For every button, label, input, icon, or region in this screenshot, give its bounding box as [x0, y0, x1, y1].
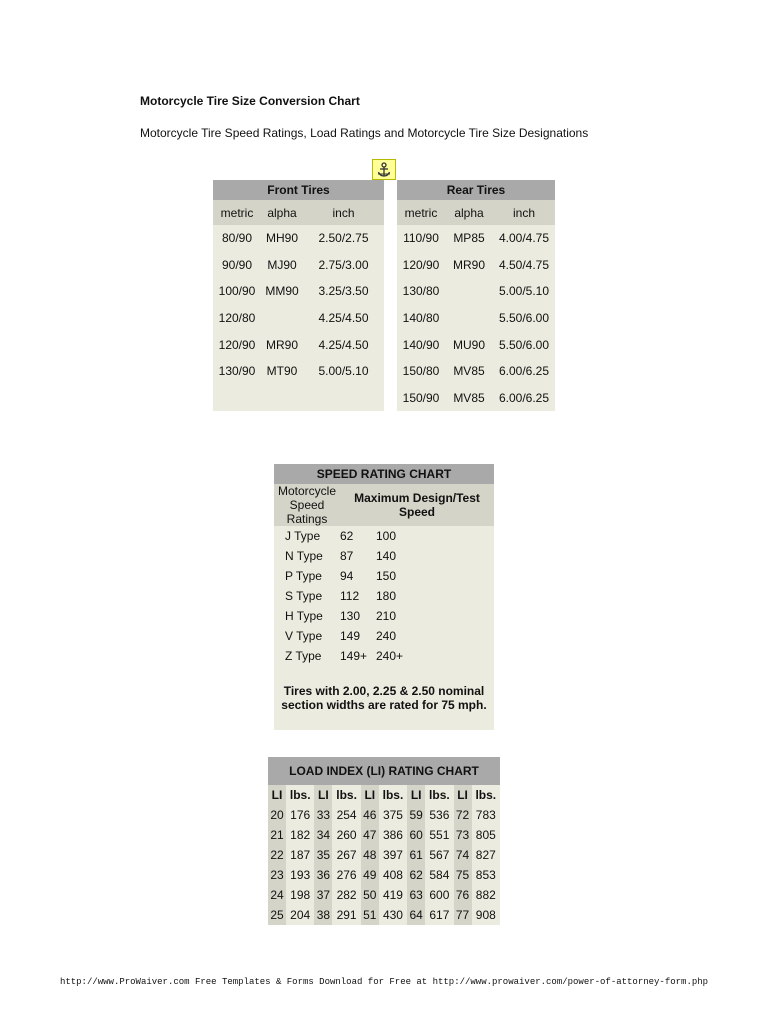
- table-row: [397, 252, 555, 279]
- table-row: [213, 358, 384, 385]
- load-header: LI: [361, 785, 379, 805]
- load-cell: 584: [425, 865, 453, 885]
- speed-mph: 149: [340, 626, 376, 646]
- load-cell: 63: [407, 885, 425, 905]
- load-cell: 419: [379, 885, 407, 905]
- table-cell: MR90: [261, 331, 303, 358]
- table-cell: 120/90: [213, 331, 261, 358]
- load-cell: 193: [286, 865, 314, 885]
- rear-tires-title: Rear Tires: [397, 180, 555, 200]
- load-header: lbs.: [286, 785, 314, 805]
- load-cell: 64: [407, 905, 425, 925]
- load-cell: 567: [425, 845, 453, 865]
- load-cell: 35: [314, 845, 332, 865]
- page-title: Motorcycle Tire Size Conversion Chart: [140, 94, 360, 108]
- table-cell: 90/90: [213, 252, 261, 279]
- load-cell: 76: [454, 885, 472, 905]
- table-cell: 120/90: [397, 252, 445, 279]
- speed-type: V Type: [274, 626, 340, 646]
- table-row: [397, 331, 555, 358]
- rear-header-inch: inch: [512, 205, 535, 220]
- load-row: [268, 865, 500, 885]
- table-cell: 80/90: [213, 225, 261, 252]
- load-header: lbs.: [332, 785, 360, 805]
- load-cell: 386: [379, 825, 407, 845]
- page-subtitle: Motorcycle Tire Speed Ratings, Load Ratings and Motorcycle Tire Size Designations: [140, 126, 589, 140]
- load-cell: 61: [407, 845, 425, 865]
- load-cell: 267: [332, 845, 360, 865]
- table-cell: 5.00/5.10: [303, 358, 384, 385]
- speed-kmh: 240: [376, 626, 494, 646]
- load-cell: 291: [332, 905, 360, 925]
- rear-tires-table: [397, 180, 555, 411]
- load-cell: 47: [361, 825, 379, 845]
- table-cell: 130/80: [397, 278, 445, 305]
- speed-side-label: Motorcycle Speed Ratings: [274, 484, 340, 526]
- load-cell: 36: [314, 865, 332, 885]
- load-cell: 600: [425, 885, 453, 905]
- load-cell: 375: [379, 805, 407, 825]
- speed-note: Tires with 2.00, 2.25 & 2.50 nominal section widths are rated for 75 mph.: [274, 666, 494, 730]
- table-cell: [445, 278, 493, 305]
- table-cell: 120/80: [213, 305, 261, 332]
- speed-mph: 87: [340, 546, 376, 566]
- speed-kmh: 210: [376, 606, 494, 626]
- load-cell: 430: [379, 905, 407, 925]
- table-cell: 140/90: [397, 331, 445, 358]
- load-cell: 62: [407, 865, 425, 885]
- load-cell: 60: [407, 825, 425, 845]
- load-row: [268, 825, 500, 845]
- load-header-row: [268, 785, 500, 805]
- load-cell: 783: [472, 805, 500, 825]
- load-index-table: [268, 757, 500, 925]
- table-row: [213, 385, 384, 412]
- table-cell: 130/90: [213, 358, 261, 385]
- table-cell: 3.25/3.50: [303, 278, 384, 305]
- load-cell: 37: [314, 885, 332, 905]
- load-cell: 48: [361, 845, 379, 865]
- load-header: LI: [314, 785, 332, 805]
- load-cell: 254: [332, 805, 360, 825]
- table-row: [213, 305, 384, 332]
- front-tires-title: Front Tires: [213, 180, 384, 200]
- speed-mph: 94: [340, 566, 376, 586]
- table-cell: 5.50/6.00: [493, 331, 555, 358]
- speed-type: Z Type: [274, 646, 340, 666]
- speed-type: S Type: [274, 586, 340, 606]
- page-footer: http://www.ProWaiver.com Free Templates & Forms Download for Free at http://www.prowaiver.com/power-of-attorney-form.php: [59, 977, 709, 987]
- speed-row: [274, 586, 494, 606]
- table-cell: 4.50/4.75: [493, 252, 555, 279]
- table-cell: 140/80: [397, 305, 445, 332]
- load-cell: 617: [425, 905, 453, 925]
- load-cell: 176: [286, 805, 314, 825]
- load-cell: 49: [361, 865, 379, 885]
- table-cell: MJ90: [261, 252, 303, 279]
- load-cell: 204: [286, 905, 314, 925]
- load-cell: 33: [314, 805, 332, 825]
- table-row: [213, 252, 384, 279]
- speed-max-header: Maximum Design/Test Speed: [340, 484, 494, 526]
- table-row: [213, 278, 384, 305]
- table-row: [397, 358, 555, 385]
- table-cell: MP85: [445, 225, 493, 252]
- speed-kmh: 240+: [376, 646, 494, 666]
- speed-type: N Type: [274, 546, 340, 566]
- front-tires-table: [213, 180, 384, 411]
- speed-mph: 112: [340, 586, 376, 606]
- table-cell: 2.75/3.00: [303, 252, 384, 279]
- speed-row: [274, 646, 494, 666]
- table-cell: 110/90: [397, 225, 445, 252]
- speed-kmh: 150: [376, 566, 494, 586]
- load-row: [268, 885, 500, 905]
- table-cell: [445, 305, 493, 332]
- table-cell: 5.50/6.00: [493, 305, 555, 332]
- front-header-alpha: alpha: [267, 205, 297, 220]
- speed-row: [274, 626, 494, 646]
- table-row: [213, 225, 384, 252]
- speed-mph: 130: [340, 606, 376, 626]
- table-cell: MU90: [445, 331, 493, 358]
- table-cell: MH90: [261, 225, 303, 252]
- table-cell: 2.50/2.75: [303, 225, 384, 252]
- load-cell: 38: [314, 905, 332, 925]
- load-cell: 23: [268, 865, 286, 885]
- table-cell: 6.00/6.25: [493, 385, 555, 412]
- table-cell: [261, 385, 303, 412]
- load-header: lbs.: [425, 785, 453, 805]
- speed-mph: 149+: [340, 646, 376, 666]
- speed-rating-table: [274, 464, 494, 730]
- table-cell: 150/80: [397, 358, 445, 385]
- load-cell: 551: [425, 825, 453, 845]
- load-cell: 72: [454, 805, 472, 825]
- load-cell: 24: [268, 885, 286, 905]
- load-cell: 827: [472, 845, 500, 865]
- load-cell: 20: [268, 805, 286, 825]
- front-header-inch: inch: [332, 205, 355, 220]
- table-row: [397, 385, 555, 412]
- load-header: LI: [268, 785, 286, 805]
- load-row: [268, 905, 500, 925]
- speed-kmh: 180: [376, 586, 494, 606]
- table-cell: MV85: [445, 385, 493, 412]
- table-cell: MR90: [445, 252, 493, 279]
- anchor-icon: [376, 162, 392, 178]
- load-cell: 51: [361, 905, 379, 925]
- load-cell: 59: [407, 805, 425, 825]
- table-row: [397, 225, 555, 252]
- load-cell: 46: [361, 805, 379, 825]
- load-header: lbs.: [472, 785, 500, 805]
- load-row: [268, 845, 500, 865]
- speed-kmh: 100: [376, 526, 494, 546]
- speed-row: [274, 606, 494, 626]
- load-cell: 34: [314, 825, 332, 845]
- load-header: lbs.: [379, 785, 407, 805]
- speed-type: J Type: [274, 526, 340, 546]
- table-cell: 100/90: [213, 278, 261, 305]
- front-header-metric: metric: [220, 205, 254, 220]
- load-cell: 908: [472, 905, 500, 925]
- table-row: [397, 278, 555, 305]
- load-cell: 22: [268, 845, 286, 865]
- load-cell: 77: [454, 905, 472, 925]
- load-row: [268, 805, 500, 825]
- load-cell: 805: [472, 825, 500, 845]
- load-cell: 397: [379, 845, 407, 865]
- load-cell: 853: [472, 865, 500, 885]
- load-cell: 50: [361, 885, 379, 905]
- anchor-icon-button[interactable]: [372, 159, 396, 180]
- table-cell: [261, 305, 303, 332]
- table-cell: 4.00/4.75: [493, 225, 555, 252]
- load-cell: 536: [425, 805, 453, 825]
- load-cell: 187: [286, 845, 314, 865]
- table-cell: MT90: [261, 358, 303, 385]
- load-cell: 182: [286, 825, 314, 845]
- speed-row: [274, 546, 494, 566]
- table-row: [213, 331, 384, 358]
- load-header: LI: [454, 785, 472, 805]
- load-cell: 74: [454, 845, 472, 865]
- table-row: [397, 305, 555, 332]
- speed-row: [274, 526, 494, 546]
- speed-type: H Type: [274, 606, 340, 626]
- speed-row: [274, 566, 494, 586]
- load-cell: 408: [379, 865, 407, 885]
- speed-mph: 62: [340, 526, 376, 546]
- rear-header-metric: metric: [404, 205, 438, 220]
- load-cell: 276: [332, 865, 360, 885]
- load-cell: 21: [268, 825, 286, 845]
- table-cell: MM90: [261, 278, 303, 305]
- load-cell: 25: [268, 905, 286, 925]
- load-cell: 282: [332, 885, 360, 905]
- table-cell: [213, 385, 261, 412]
- load-cell: 75: [454, 865, 472, 885]
- load-cell: 73: [454, 825, 472, 845]
- table-cell: 6.00/6.25: [493, 358, 555, 385]
- load-cell: 882: [472, 885, 500, 905]
- table-cell: 5.00/5.10: [493, 278, 555, 305]
- speed-type: P Type: [274, 566, 340, 586]
- table-cell: 150/90: [397, 385, 445, 412]
- table-cell: MV85: [445, 358, 493, 385]
- load-header: LI: [407, 785, 425, 805]
- load-cell: 198: [286, 885, 314, 905]
- load-index-title: LOAD INDEX (LI) RATING CHART: [268, 757, 500, 785]
- speed-rating-title: SPEED RATING CHART: [274, 464, 494, 484]
- table-cell: 4.25/4.50: [303, 305, 384, 332]
- load-cell: 260: [332, 825, 360, 845]
- table-cell: 4.25/4.50: [303, 331, 384, 358]
- speed-kmh: 140: [376, 546, 494, 566]
- rear-header-alpha: alpha: [454, 205, 484, 220]
- table-cell: [303, 385, 384, 412]
